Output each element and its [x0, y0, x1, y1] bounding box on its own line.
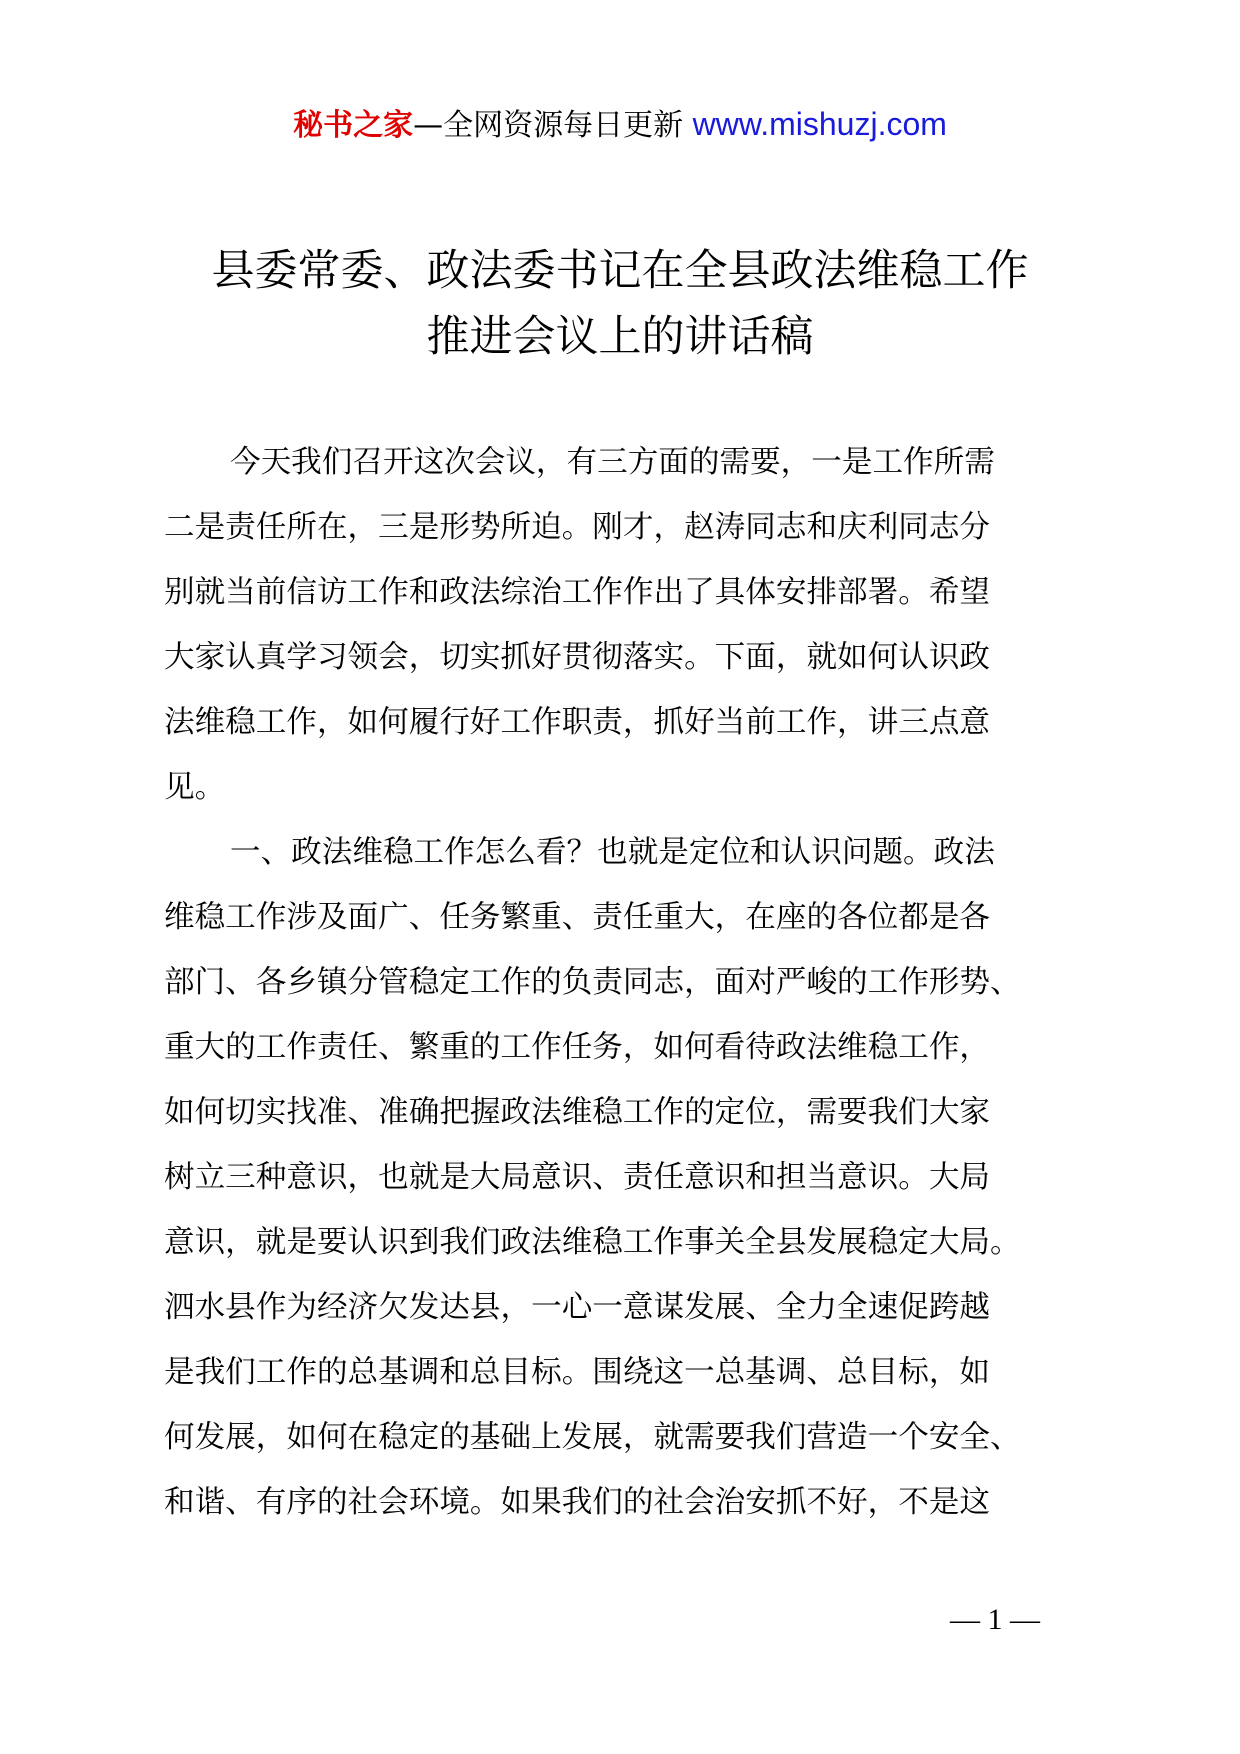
- text-line: 二是责任所在，三是形势所迫。刚才，赵涛同志和庆利同志分: [164, 510, 991, 545]
- text-line: 今天我们召开这次会议，有三方面的需要，一是工作所需: [230, 445, 995, 480]
- text-line: 何发展，如何在稳定的基础上发展，就需要我们营造一个安全、: [164, 1420, 1021, 1455]
- text-line: 泗水县作为经济欠发达县，一心一意谋发展、全力全速促跨越: [164, 1290, 991, 1325]
- text-line: 一、政法维稳工作怎么看？也就是定位和认识问题。政法: [230, 835, 995, 870]
- site-name: 秘书之家: [293, 108, 414, 143]
- site-header: [0, 104, 1240, 146]
- page-number: — 1 —: [950, 1603, 1040, 1636]
- text-line: 树立三种意识，也就是大局意识、责任意识和担当意识。大局: [164, 1160, 991, 1195]
- text-line: 维稳工作涉及面广、任务繁重、责任重大，在座的各位都是各: [164, 900, 991, 935]
- paragraph-section-one: [164, 820, 1082, 1535]
- text-line: 见。: [164, 770, 226, 805]
- text-line: 法维稳工作，如何履行好工作职责，抓好当前工作，讲三点意: [164, 705, 991, 740]
- text-line: 如何切实找准、准确把握政法维稳工作的定位，需要我们大家: [164, 1095, 991, 1130]
- text-line: 和谐、有序的社会环境。如果我们的社会治安抓不好，不是这: [164, 1485, 991, 1520]
- text-line: 别就当前信访工作和政法综治工作作出了具体安排部署。希望: [164, 575, 991, 610]
- paragraph-intro: [164, 430, 1082, 820]
- title-line-1: 县委常委、政法委书记在全县政法维稳工作: [211, 246, 1029, 296]
- title-line-2: 推进会议上的讲话稿: [426, 312, 814, 362]
- document-title: [0, 238, 1240, 370]
- document-body: [164, 430, 1082, 1535]
- text-line: 重大的工作责任、繁重的工作任务，如何看待政法维稳工作，: [164, 1030, 991, 1065]
- site-url-link[interactable]: www.mishuzj.com: [692, 106, 947, 142]
- text-line: 部门、各乡镇分管稳定工作的负责同志，面对严峻的工作形势、: [164, 965, 1021, 1000]
- site-tagline: —全网资源每日更新: [413, 108, 693, 143]
- text-line: 意识，就是要认识到我们政法维稳工作事关全县发展稳定大局。: [164, 1225, 1021, 1260]
- text-line: 是我们工作的总基调和总目标。围绕这一总基调、总目标，如: [164, 1355, 991, 1390]
- text-line: 大家认真学习领会，切实抓好贯彻落实。下面，就如何认识政: [164, 640, 991, 675]
